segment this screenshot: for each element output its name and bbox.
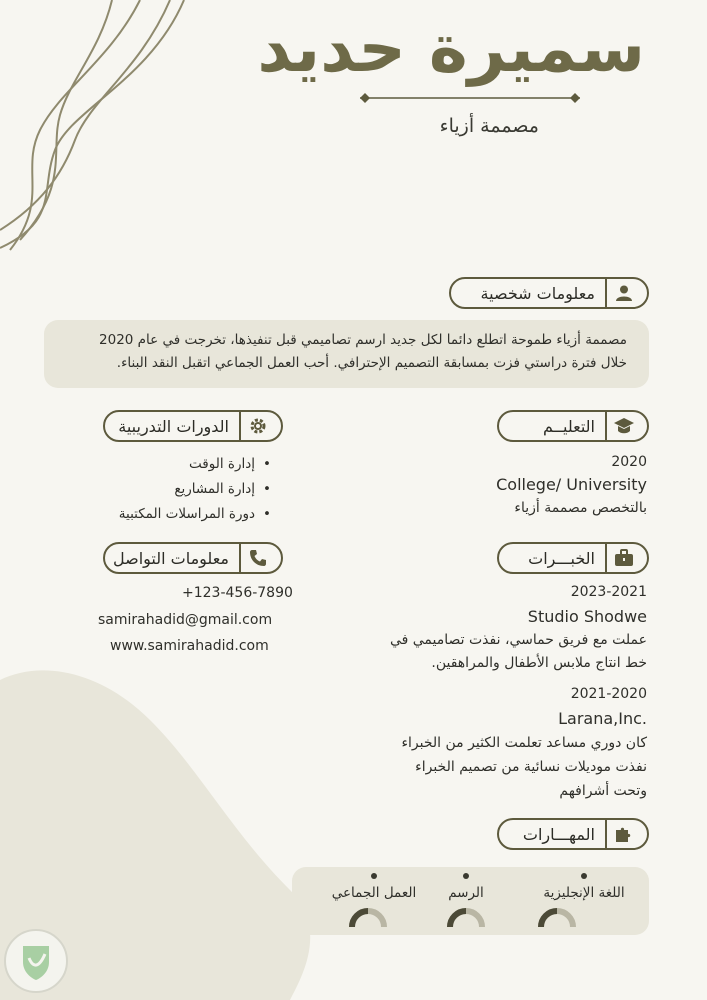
job-description: وتحت أشرافهم (559, 783, 647, 799)
skill-label: اللغة الإنجليزية (543, 885, 625, 901)
skill-label: العمل الجماعي (331, 885, 417, 901)
contact-website: www.samirahadid.com (110, 638, 269, 654)
job-company: Studio Shodwe (527, 607, 647, 626)
gauge-fill (541, 911, 557, 927)
gauge-fill (450, 911, 466, 927)
education-specialization: بالتخصص مصممة أزياء (514, 500, 647, 516)
job-description: عملت مع فريق حماسي، نفذت تصاميمي في (389, 632, 647, 648)
user-icon (605, 279, 641, 307)
section-title: معلومات شخصية (480, 283, 595, 303)
skill-gauge (446, 907, 486, 929)
phone-icon (239, 544, 275, 572)
section-title: الدورات التدريبية (118, 416, 229, 436)
contact-email: samirahadid@gmail.com (98, 612, 273, 628)
job-description: خط انتاج ملابس الأطفال والمراهقين. (431, 655, 647, 671)
skill-dot (371, 873, 377, 879)
section-title: التعليــم (542, 416, 595, 436)
job-title: مصممة أزياء (439, 115, 539, 137)
name-ornament-icon (355, 88, 585, 108)
decorative-lines (0, 0, 200, 260)
skill-label: الرسم (448, 885, 484, 901)
list-item: • إدارة المشاريع (119, 477, 275, 502)
section-header-education (497, 410, 649, 442)
section-header-skills (497, 818, 649, 850)
about-line: خلال فترة دراستي فزت بمسابقة التصميم الإحترافي. أحب العمل الجماعي اتقبل النقد البناء. (116, 355, 627, 371)
about-line: مصممة أزياء طموحة اتطلع دائما لكل جديد ارسم تصاميمي قبل تنفيذها، تخرجت في عام 2020 (99, 332, 627, 348)
section-header-courses (103, 410, 283, 442)
section-title: المهـــارات (522, 824, 595, 844)
education-institution: College/ University (496, 475, 647, 494)
contact-phone: +123-456-7890 (182, 585, 293, 601)
section-title: معلومات التواصل (112, 548, 229, 568)
job-period: 2021-2020 (570, 686, 647, 702)
list-item: • دورة المراسلات المكتبية (119, 502, 275, 527)
job-description: نفذت موديلات نسائية من تصميم الخبراء (415, 759, 647, 775)
section-header-contact (103, 542, 283, 574)
about-text (44, 320, 649, 388)
courses-list (119, 452, 275, 527)
job-company: Larana,Inc. (558, 709, 647, 728)
job-period: 2023-2021 (570, 584, 647, 600)
skill-gauge (348, 907, 388, 929)
gear-icon (239, 412, 275, 440)
section-title: الخبـــرات (528, 548, 595, 568)
skill-dot (581, 873, 587, 879)
education-year: 2020 (611, 454, 647, 470)
job-description: كان دوري مساعد تعلمت الكثير من الخبراء (401, 735, 647, 751)
list-item: • إدارة الوقت (119, 452, 275, 477)
watermark-logo (3, 928, 69, 994)
skill-gauge (537, 907, 577, 929)
graduation-cap-icon (605, 412, 641, 440)
skill-dot (463, 873, 469, 879)
section-header-personal (449, 277, 649, 309)
section-header-experience (497, 542, 649, 574)
briefcase-icon (605, 544, 641, 572)
gauge-fill (352, 911, 368, 927)
person-name: سميرة حديد (257, 10, 645, 87)
skills-panel (292, 867, 649, 935)
puzzle-icon (605, 820, 641, 848)
skill-item (529, 873, 639, 901)
skill-item (319, 873, 429, 901)
